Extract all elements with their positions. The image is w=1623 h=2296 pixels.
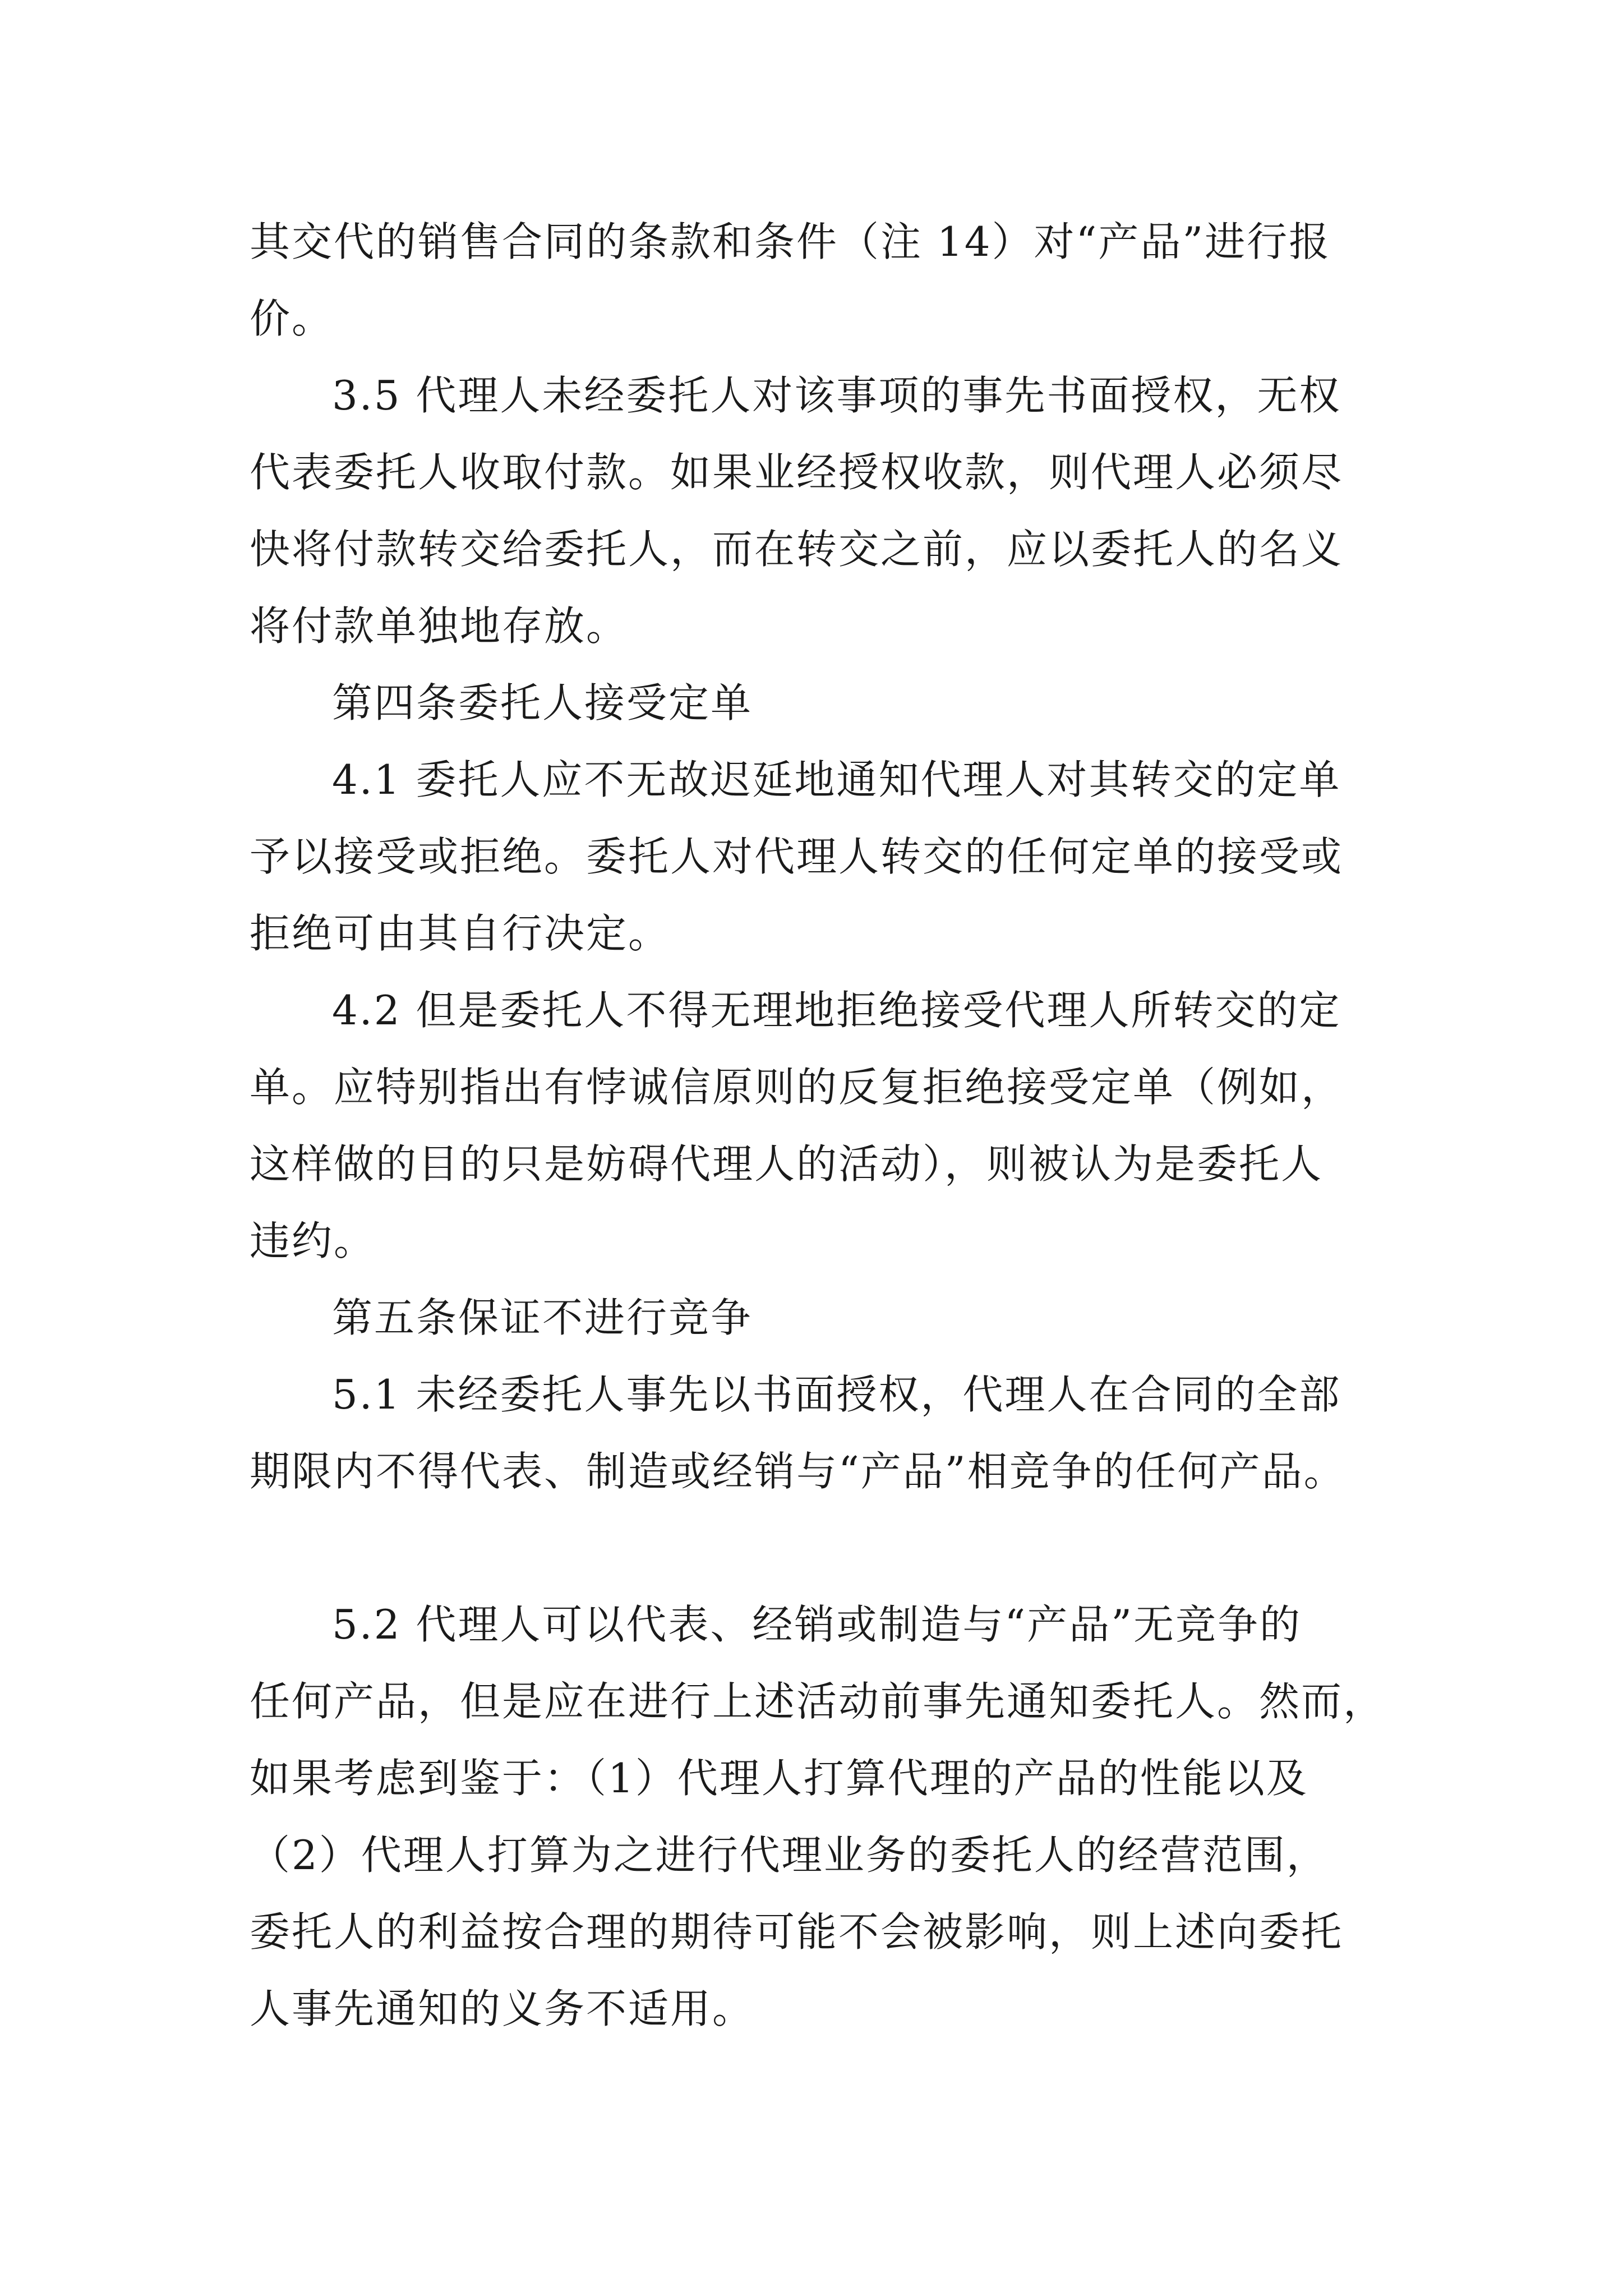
text-line: 任何产品，但是应在进行上述活动前事先通知委托人。然而， <box>250 1678 1386 1725</box>
section-heading: 第五条保证不进行竞争 <box>332 1294 753 1341</box>
text-line: 其交代的销售合同的条款和条件（注 14）对“产品”进行报 <box>250 218 1331 265</box>
text-line: 人事先通知的义务不适用。 <box>250 1985 755 2032</box>
text-line: 拒绝可由其自行决定。 <box>250 910 671 957</box>
text-line: 期限内不得代表、制造或经销与“产品”相竞争的任何产品。 <box>250 1448 1346 1495</box>
section-heading: 第四条委托人接受定单 <box>332 679 753 726</box>
paragraph-5-2 <box>250 1586 1388 2047</box>
text-line: 予以接受或拒绝。委托人对代理人转交的任何定单的接受或 <box>250 833 1344 880</box>
text-line: 4.2 但是委托人不得无理地拒绝接受代理人所转交的定 <box>332 987 1341 1034</box>
text-line: 委托人的利益按合理的期待可能不会被影响，则上述向委托 <box>250 1908 1344 1955</box>
paragraph-3-4-continued <box>250 204 1388 357</box>
text-line: 单。应特别指出有悖诚信原则的反复拒绝接受定单（例如， <box>250 1064 1344 1111</box>
paragraph-3-5 <box>250 357 1388 665</box>
text-line: 将付款单独地存放。 <box>250 602 629 650</box>
article-5-heading <box>250 1280 1388 1356</box>
paragraph-5-1 <box>250 1356 1388 1510</box>
text-line: 4.1 委托人应不无故迟延地通知代理人对其转交的定单 <box>332 756 1341 803</box>
text-line: 快将付款转交给委托人，而在转交之前，应以委托人的名义 <box>250 526 1344 573</box>
paragraph-4-1 <box>250 742 1388 972</box>
article-4-heading <box>250 665 1388 742</box>
text-line: 代表委托人收取付款。如果业经授权收款，则代理人必须尽 <box>250 449 1344 496</box>
paragraph-4-2 <box>250 972 1388 1280</box>
text-line: 5.1 未经委托人事先以书面授权，代理人在合同的全部 <box>332 1371 1341 1418</box>
text-line: 3.5 代理人未经委托人对该事项的事先书面授权，无权 <box>332 372 1341 419</box>
text-line: 5.2 代理人可以代表、经销或制造与“产品”无竞争的 <box>332 1601 1302 1648</box>
text-line: 价。 <box>250 295 334 342</box>
text-line: 如果考虑到鉴于：（1）代理人打算代理的产品的性能以及 <box>250 1755 1308 1802</box>
text-line: （2）代理人打算为之进行代理业务的委托人的经营范围， <box>250 1832 1329 1879</box>
text-line: 这样做的目的只是妨碍代理人的活动），则被认为是委托人 <box>250 1140 1324 1188</box>
text-line: 违约。 <box>250 1217 376 1264</box>
